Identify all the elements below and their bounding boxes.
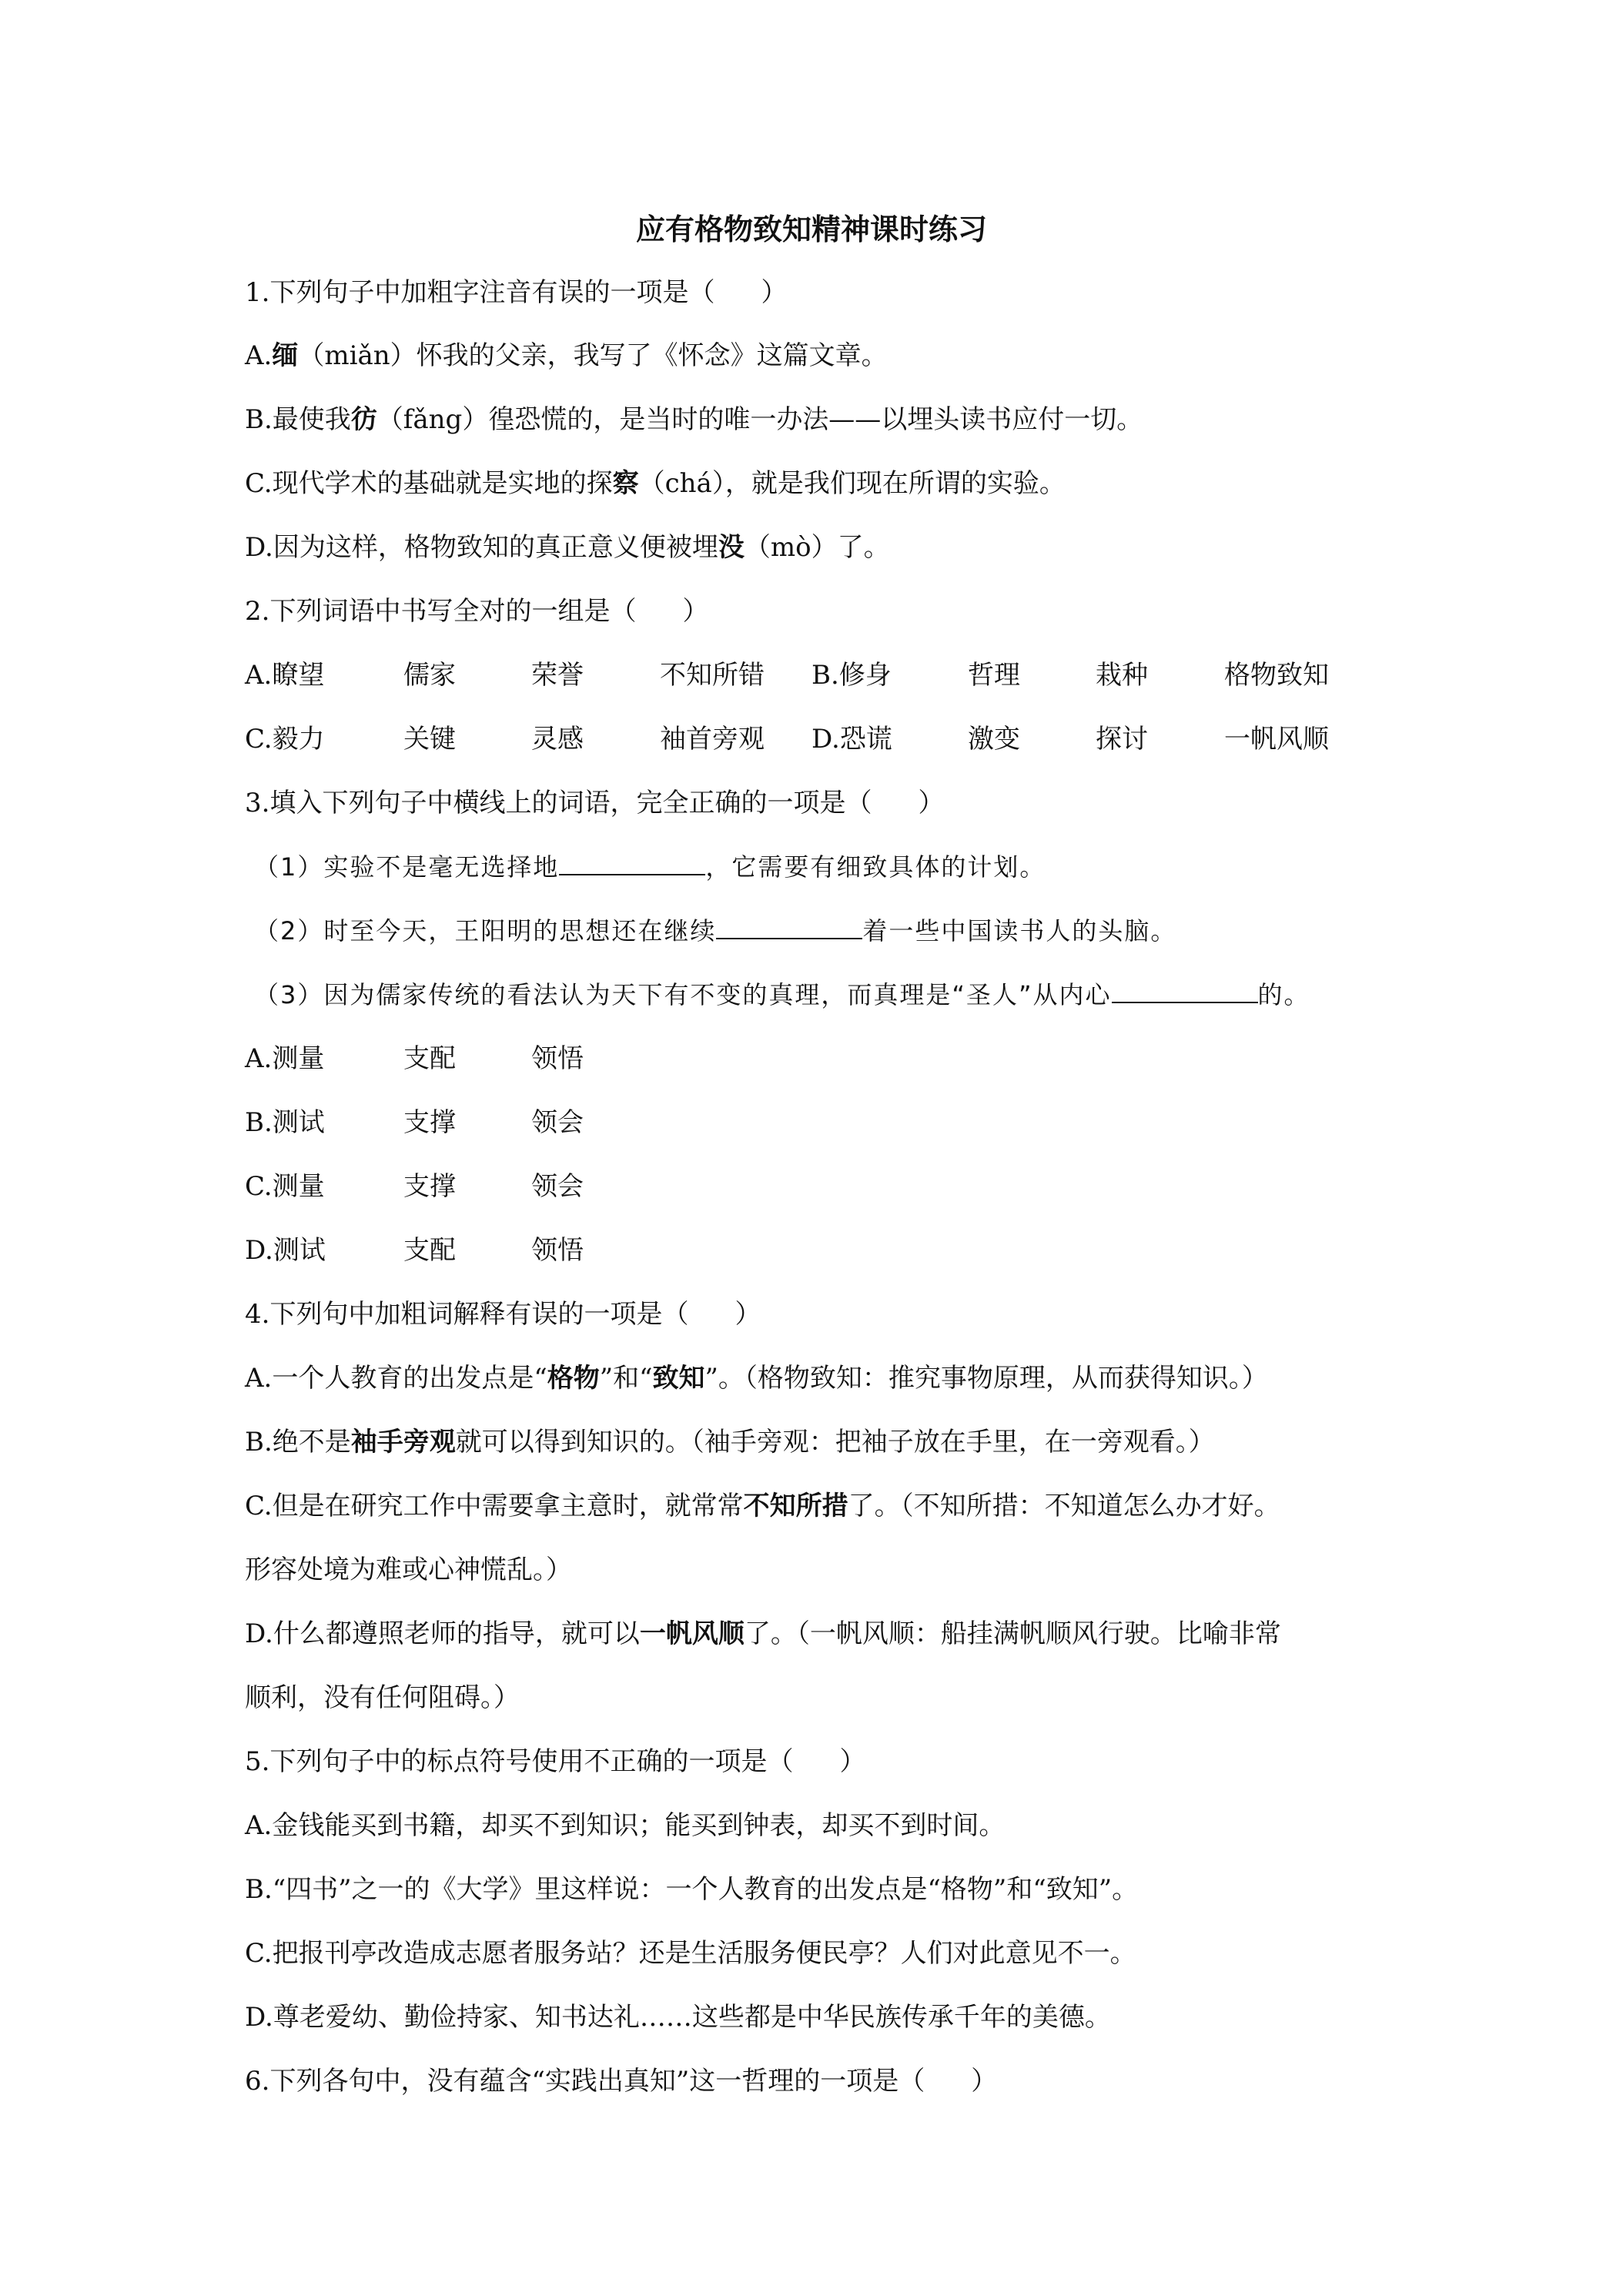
- q2-word: C.毅力: [245, 724, 325, 755]
- q6-stem: 6.下列各句中，没有蕴含“实践出真知”这一哲理的一项是（ ）: [245, 2066, 998, 2097]
- fill-blank[interactable]: [1112, 979, 1258, 1003]
- q2-word: 激变: [968, 724, 1020, 755]
- q2-word: 儒家: [403, 660, 456, 691]
- q3-word: C.测量: [245, 1171, 325, 1202]
- q3-word: 领会: [531, 1107, 584, 1138]
- q3-word: D.测试: [245, 1235, 326, 1266]
- q2-word: 不知所错: [660, 660, 765, 691]
- q2-word: 探讨: [1096, 724, 1148, 755]
- q5-option-b: B.“四书”之一的《大学》里这样说：一个人教育的出发点是“格物”和“致知”。: [245, 1874, 1139, 1905]
- q3-word: 支撑: [403, 1107, 456, 1138]
- q2-word: 一帆风顺: [1224, 724, 1329, 755]
- q2-word: D.恐谎: [812, 724, 892, 755]
- q4-option-c: C.但是在研究工作中需要拿主意时，就常常不知所措了。（不知所措：不知道怎么办才好。: [245, 1491, 1280, 1521]
- q2-stem: 2.下列词语中书写全对的一组是（ ）: [245, 596, 709, 627]
- q1-stem: 1.下列句子中加粗字注音有误的一项是（ ）: [245, 277, 788, 308]
- q3-stem: 3.填入下列句子中横线上的词语，完全正确的一项是（ ）: [245, 788, 945, 818]
- q4-option-d-continued: 顺利，没有任何阻碍。）: [245, 1682, 520, 1713]
- q4-option-a: A.一个人教育的出发点是“格物”和“致知”。（格物致知：推究事物原理，从而获得知识。）: [245, 1363, 1268, 1394]
- q4-stem: 4.下列句中加粗词解释有误的一项是（ ）: [245, 1299, 761, 1330]
- q3-sentence-2: （2）时至今天，王阳明的思想还在继续 着一些中国读书人的头脑。: [254, 916, 1177, 946]
- q2-word: 关键: [403, 724, 456, 755]
- q3-word: 领悟: [531, 1235, 584, 1266]
- q2-word: 格物致知: [1224, 660, 1329, 691]
- q2-word: B.修身: [812, 660, 892, 691]
- q3-word: 领会: [531, 1171, 584, 1202]
- q5-option-a: A.金钱能买到书籍，却买不到知识；能买到钟表，却买不到时间。: [245, 1810, 1006, 1841]
- q4-option-c-continued: 形容处境为难或心神慌乱。）: [245, 1555, 572, 1585]
- q5-option-c: C.把报刊亭改造成志愿者服务站？还是生活服务便民亭？人们对此意见不一。: [245, 1938, 1136, 1969]
- q2-word: 栽种: [1096, 660, 1148, 691]
- page-title: 应有格物致知精神课时练习: [635, 212, 987, 246]
- q1-option-b: B.最使我彷（fǎng）徨恐慌的，是当时的唯一办法——以埋头读书应付一切。: [245, 404, 1143, 435]
- q2-word: 哲理: [968, 660, 1020, 691]
- q3-word: B.测试: [245, 1107, 325, 1138]
- q3-word: 支配: [403, 1043, 456, 1074]
- q2-word: 灵感: [531, 724, 584, 755]
- q5-option-d: D.尊老爱幼、勤俭持家、知书达礼……这些都是中华民族传承千年的美德。: [245, 2002, 1111, 2033]
- q4-option-d: D.什么都遵照老师的指导，就可以一帆风顺了。（一帆风顺：船挂满帆顺风行驶。比喻非常: [245, 1618, 1281, 1649]
- q3-word: 支撑: [403, 1171, 456, 1202]
- fill-blank[interactable]: [716, 915, 862, 939]
- q3-sentence-3: （3）因为儒家传统的看法认为天下有不变的真理，而真理是“圣人”从内心 的。: [254, 980, 1310, 1009]
- q1-option-c: C.现代学术的基础就是实地的探察（chá），就是我们现在所谓的实验。: [245, 468, 1066, 499]
- q3-word: 领悟: [531, 1043, 584, 1074]
- fill-blank[interactable]: [559, 851, 705, 875]
- q2-word: A.瞭望: [245, 660, 325, 691]
- q4-option-b: B.绝不是袖手旁观就可以得到知识的。（袖手旁观：把袖子放在手里，在一旁观看。）: [245, 1427, 1215, 1458]
- q3-word: 支配: [403, 1235, 456, 1266]
- q1-option-d: D.因为这样，格物致知的真正意义便被埋没（mò）了。: [245, 532, 890, 563]
- q5-stem: 5.下列句子中的标点符号使用不正确的一项是（ ）: [245, 1746, 866, 1777]
- q3-word: A.测量: [245, 1043, 325, 1074]
- q2-word: 袖首旁观: [660, 724, 765, 755]
- q1-option-a: A.缅（miǎn）怀我的父亲，我写了《怀念》这篇文章。: [245, 340, 888, 371]
- q3-sentence-1: （1）实验不是毫无选择地 ，它需要有细致具体的计划。: [254, 852, 1046, 882]
- q2-word: 荣誉: [531, 660, 584, 691]
